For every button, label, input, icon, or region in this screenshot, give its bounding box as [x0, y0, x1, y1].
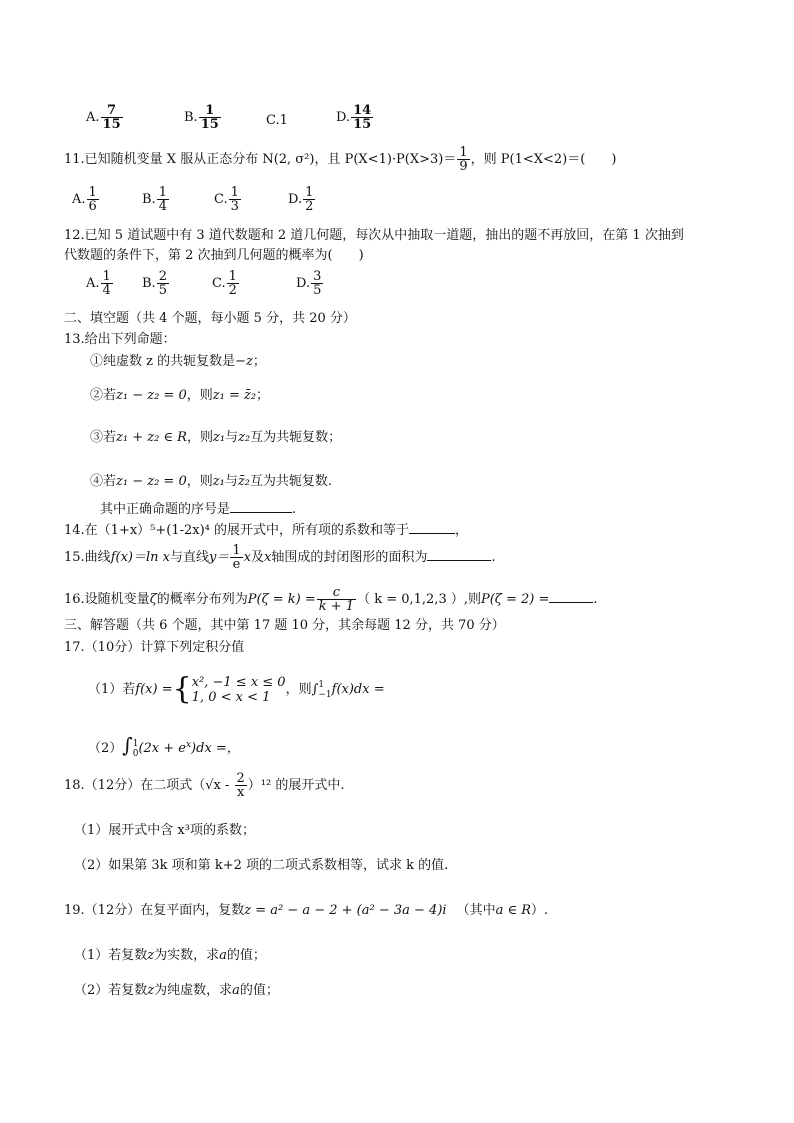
- cases-brace: {: [172, 671, 192, 707]
- q12-stem-line2: 代数题的条件下，第 2 次抽到几何题的概率为( ): [64, 248, 364, 263]
- q19-part-2: （2）若复数z为纯虚数，求a的值；: [74, 983, 279, 998]
- q19-part-1: （1）若复数z为实数，求a的值；: [74, 948, 266, 963]
- q11-stem: 11.已知随机变量 X 服从正态分布 N(2, σ²)，且 P(X<1)·P(X>3)＝ $\frac{1}{9}$ ，则 P(1<X<2)＝( ): [64, 145, 617, 174]
- answer-blank: [409, 521, 455, 534]
- q18-stem: 18.（12分）在二项式（√x - $\frac{2}{x}$ ）¹² 的展开式中.: [64, 771, 345, 800]
- q15-stem: 15.曲线f(x)＝ln x与直线y＝ $\frac{1}{e}$ x及x轴围成的封闭图形的面积为 .: [64, 543, 496, 572]
- q17-title: 17.（10分）计算下列定积分值: [64, 640, 245, 655]
- q10-option-a: A. $\frac{7}{15}$: [86, 103, 121, 132]
- q10-option-c: C.1: [266, 113, 288, 128]
- q10-option-d: D. $\frac{14}{15}$: [336, 103, 372, 132]
- q11-option-a: A. $\frac{1}{6}$: [72, 185, 97, 214]
- q18-part-1: （1）展开式中含 x³项的系数；: [74, 823, 255, 838]
- q16-stem: 16.设随机变量ζ的概率分布列为P(ζ = k) = $\frac{c}{k + 1}$ （ k = 0,1,2,3 ）,则P(ζ = 2) = .: [64, 585, 598, 614]
- q12-option-c: C. $\frac{1}{2}$: [212, 269, 237, 298]
- q11-option-b: B. $\frac{1}{4}$: [142, 185, 167, 214]
- section-2-heading: 二、填空题（共 4 个题，每小题 5 分，共 20 分）: [64, 311, 356, 326]
- q10-option-b: B. $\frac{1}{15}$: [184, 103, 219, 132]
- q11-option-c: C. $\frac{1}{3}$: [214, 185, 239, 214]
- q19-stem: 19.（12分）在复平面内，复数z = a² − a − 2 + (a² − 3a − 4)i （其中a ∈ R）.: [64, 903, 549, 918]
- q12-option-b: B. $\frac{2}{5}$: [142, 269, 167, 298]
- q12-option-d: D. $\frac{3}{5}$: [296, 269, 322, 298]
- section-3-heading: 三、解答题（共 6 个题，其中第 17 题 10 分，其余每题 12 分，共 70 分）: [64, 618, 505, 633]
- q12-option-a: A. $\frac{1}{4}$: [86, 269, 111, 298]
- q11-option-d: D. $\frac{1}{2}$: [288, 185, 314, 214]
- q17-part-2: （2）∫ 1 0 $(2x + e^x)dx$ =，: [88, 733, 240, 759]
- q13-title: 13.给出下列命题：: [64, 332, 176, 347]
- q13-prop-4: ④若z₁ − z₂ = 0，则z₁与z̄₂互为共轭复数.: [90, 474, 333, 489]
- q13-prop-3: ③若z₁ + z₂ ∈ R，则z₁与z₂互为共轭复数；: [90, 430, 342, 445]
- answer-blank: [427, 548, 491, 561]
- answer-blank: [230, 500, 292, 513]
- q12-stem-line1: 12.已知 5 道试题中有 3 道代数题和 2 道几何题，每次从中抽取一道题，抽出的题不再放回，在第 1 次抽到: [64, 228, 684, 243]
- q17-part-1: （1）若f(x) ={ x², −1 ≤ x ≤ 0 1, 0 < x < 1 ，则∫ 1 −1 f(x)dx =: [88, 671, 385, 707]
- q14-stem: 14.在（1+x）⁵+(1-2x)⁴ 的展开式中，所有项的系数和等于 ，: [64, 523, 469, 538]
- answer-blank: [549, 590, 593, 603]
- q18-part-2: （2）如果第 3k 项和第 k+2 项的二项式系数相等，试求 k 的值.: [74, 858, 449, 873]
- q13-prop-2: ②若z₁ − z₂ = 0，则z₁ = z̄₂；: [90, 388, 270, 403]
- q13-answer-line: 其中正确命题的序号是 .: [100, 502, 297, 517]
- q13-prop-1: ①纯虚数 z 的共轭复数是−z；: [90, 354, 266, 369]
